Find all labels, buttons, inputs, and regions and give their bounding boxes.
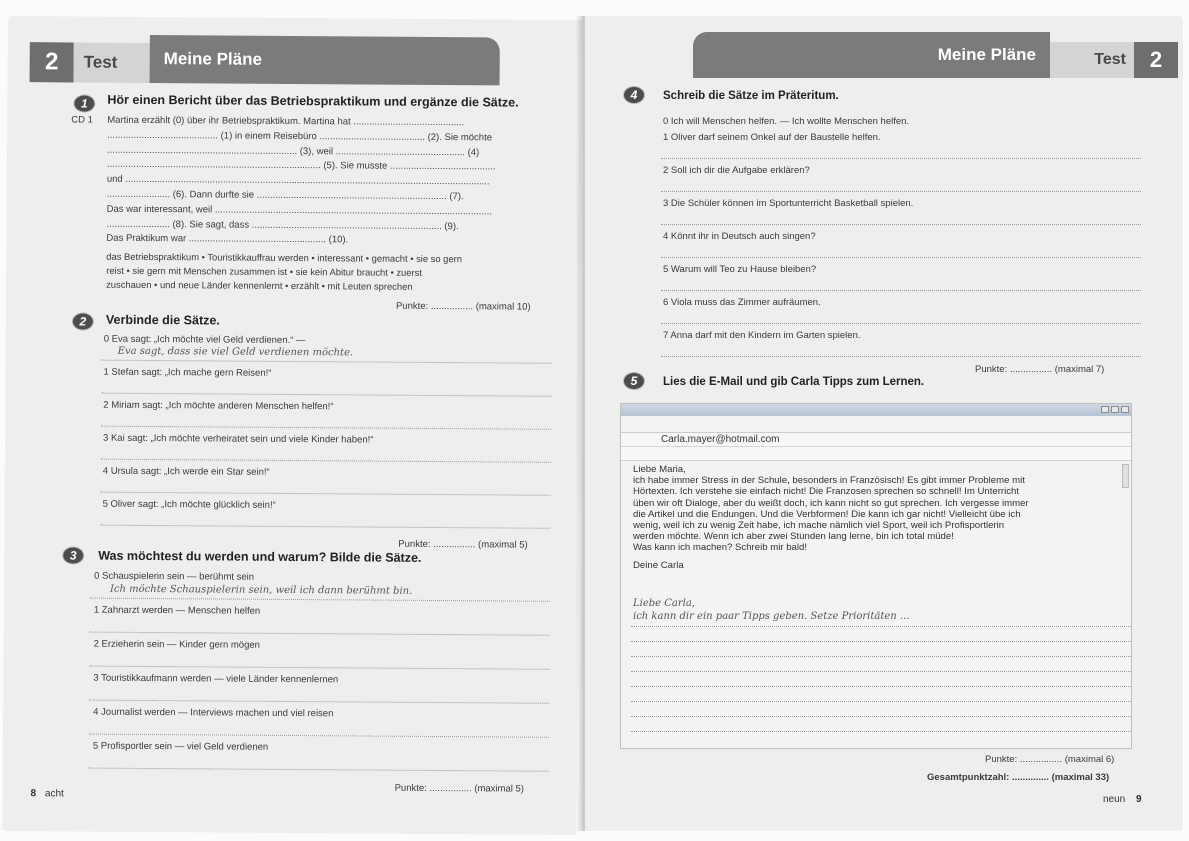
- task-4-item: 0 Ich will Menschen helfen. — Ich wollte Menschen helfen.: [663, 116, 910, 127]
- page-word-acht: acht: [44, 788, 64, 800]
- answer-line: [102, 360, 552, 364]
- task-2-title: Verbinde die Sätze.: [105, 312, 220, 328]
- email-toolbar: [621, 424, 1131, 433]
- email-body-line: die Artikel und die Endungen. Und die Verbformen! Die kann ich gar nicht! Vielleicht übe ich: [633, 508, 1021, 520]
- task-3-question: 4 Journalist werden — Interviews machen und viel reisen: [93, 706, 334, 720]
- email-body-line: werden möchte. Wenn ich aber zwei Stunden lang lerne, bin ich total müde!: [633, 531, 954, 543]
- word-bank-line: reist • sie gern mit Menschen zusammen ist • sie kein Abitur braucht • zuerst: [106, 264, 422, 278]
- task-1-line: Das Praktikum war .................................................... (10).: [106, 233, 349, 246]
- task-4-points: Punkte: ................ (maximal 7): [975, 364, 1105, 375]
- test-label: Test: [74, 42, 150, 83]
- task-4-title: Schreib die Sätze im Präteritum.: [663, 90, 839, 102]
- task-4-badge: 4: [623, 86, 645, 104]
- answer-line: [631, 686, 1131, 687]
- answer-line: [661, 323, 1141, 324]
- email-subject-row: [621, 447, 1131, 461]
- answer-line: [101, 492, 551, 496]
- answer-line: [89, 768, 549, 772]
- task-1-title: Hör einen Bericht über das Betriebspraktikum und ergänze die Sätze.: [107, 92, 519, 110]
- answer-line: [631, 626, 1131, 627]
- total-points-label: Gesamtpunktzahl:: [927, 772, 1010, 783]
- task-3-question: 0 Schauspielerin sein — berühmt sein: [94, 570, 255, 583]
- answer-line: [661, 356, 1141, 357]
- total-points: [927, 772, 1109, 783]
- chapter-number: 2: [30, 42, 74, 82]
- chapter-title-right: Meine Pläne: [693, 32, 1050, 78]
- task-3-badge: 3: [62, 546, 84, 564]
- page-word-neun: neun: [1103, 794, 1126, 805]
- task-2-question: 1 Stefan sagt: „Ich mache gern Reisen!“: [103, 366, 272, 379]
- answer-line: [90, 632, 550, 636]
- answer-line: [631, 671, 1131, 672]
- answer-line: [661, 257, 1141, 258]
- task-3-title: Was möchtest du werden und warum? Bilde die Sätze.: [98, 548, 422, 565]
- task-1-line: .......................................... (1) in einem Reisebüro ........................................ (2). Sie möchte: [107, 129, 493, 144]
- task-2-question: 5 Oliver sagt: „Ich möchte glücklich sein!“: [102, 498, 276, 511]
- total-points-value: .............. (maximal 33): [1012, 772, 1110, 783]
- answer-line: [89, 700, 549, 704]
- task-1-line: und ..........................................................................................................................................: [106, 173, 490, 188]
- task-4-item: 7 Anna darf mit den Kindern im Garten spielen.: [663, 330, 861, 341]
- email-body-line: wenig, weil ich zu wenig Zeit habe, ich mache nämlich viel Sport, weil ich Profisportlerin: [633, 520, 1005, 532]
- email-body-line: ich habe immer Stress in der Schule, besonders in Französisch! Es gibt immer Probleme mit: [633, 475, 1025, 487]
- answer-line: [90, 598, 550, 602]
- email-body: [633, 464, 1118, 571]
- page-number-9: 9: [1136, 794, 1142, 805]
- left-page: [2, 16, 582, 835]
- task-2-question: 0 Eva sagt: „Ich möchte viel Geld verdienen.“ —: [103, 333, 306, 347]
- task-5-badge: 5: [623, 372, 645, 390]
- task-2-question: 2 Miriam sagt: „Ich möchte anderen Menschen helfen!“: [103, 399, 334, 413]
- email-to-row: [621, 433, 1131, 447]
- task-3-points: Punkte: ................ (maximal 5): [394, 782, 524, 795]
- answer-line: [661, 290, 1141, 291]
- task-4-item: 4 Könnt ihr in Deutsch auch singen?: [663, 231, 816, 242]
- answer-line: [101, 426, 551, 430]
- answer-line: [631, 641, 1131, 642]
- email-to-field[interactable]: Carla.mayer@hotmail.com: [661, 434, 780, 445]
- answer-line: [631, 731, 1131, 732]
- word-bank-line: zuschauen • und neue Länder kennenlernt • erzählt • mit Leuten sprechen: [106, 278, 413, 292]
- task-1-line: ........................................................................ (3), weil ................................................. (4): [107, 144, 480, 158]
- task-3-question: 1 Zahnarzt werden — Menschen helfen: [93, 604, 261, 617]
- chapter-number-right: 2: [1134, 42, 1178, 78]
- task-2-badge: 2: [72, 312, 94, 330]
- email-window: [620, 403, 1132, 749]
- page-number-8: 8: [30, 788, 37, 800]
- task-1-badge: 1: [73, 94, 95, 112]
- minimize-icon[interactable]: [1101, 406, 1109, 413]
- task-1-line: Das war interessant, weil .........................................................................................................: [106, 203, 493, 218]
- answer-line: [631, 656, 1131, 657]
- task-5-title: Lies die E-Mail und gib Carla Tipps zum Lernen.: [663, 376, 925, 388]
- task-3-question: 3 Touristikkaufmann werden — viele Länder kennenlernen: [93, 672, 339, 686]
- email-body-line: Liebe Maria,: [633, 464, 686, 475]
- task-1-points: Punkte: ................ (maximal 10): [395, 300, 531, 313]
- close-icon[interactable]: [1121, 406, 1129, 413]
- task-3-answer: Ich möchte Schauspielerin sein, weil ich dann berühmt bin.: [109, 583, 413, 597]
- answer-line: [89, 734, 549, 738]
- test-label-right: Test: [1050, 42, 1134, 78]
- task-2-points: Punkte: ................ (maximal 5): [398, 538, 528, 551]
- right-page: [585, 16, 1183, 831]
- answer-line: [631, 701, 1131, 702]
- task-5-answer-line: Liebe Carla,: [633, 598, 695, 609]
- task-1-line: Martina erzählt (0) über ihr Betriebspraktikum. Martina hat ..........................................: [107, 114, 465, 129]
- answer-line: [661, 224, 1141, 225]
- maximize-icon[interactable]: [1111, 406, 1119, 413]
- email-scrollbar[interactable]: [1122, 464, 1129, 488]
- task-4-item: 2 Soll ich dir die Aufgabe erklären?: [663, 165, 810, 176]
- right-footer: [1103, 794, 1142, 805]
- answer-line: [89, 666, 549, 670]
- task-3-question: 2 Erzieherin sein — Kinder gern mögen: [93, 638, 260, 651]
- email-titlebar: [621, 404, 1131, 416]
- email-menubar: [621, 416, 1131, 424]
- chapter-title: Meine Pläne: [150, 35, 500, 85]
- email-body-line: Hörtexten. Ich verstehe sie einfach nicht! Die Franzosen sprechen so schnell! Im Unterricht: [633, 486, 1020, 498]
- answer-line: [100, 525, 550, 529]
- task-4-item: 1 Oliver darf seinem Onkel auf der Baustelle helfen.: [663, 132, 881, 143]
- task-4-item: 5 Warum will Teo zu Hause bleiben?: [663, 264, 817, 275]
- email-body-line: Deine Carla: [633, 559, 684, 571]
- left-footer: [31, 788, 64, 799]
- task-3-question: 5 Profisportler sein — viel Geld verdienen: [92, 740, 269, 753]
- answer-line: [101, 459, 551, 463]
- task-5-points: Punkte: ................ (maximal 6): [985, 754, 1115, 765]
- task-1-line: ........................ (8). Sie sagt, dass ........................................................................ (9).: [106, 218, 459, 232]
- task-2-answer: Eva sagt, dass sie viel Geld verdienen möchte.: [117, 345, 354, 359]
- answer-line: [101, 393, 551, 397]
- cd-label: CD 1: [71, 114, 93, 126]
- word-bank-line: das Betriebspraktikum • Touristikkauffrau werden • interessant • gemacht • sie so gern: [106, 250, 463, 265]
- answer-line: [661, 158, 1141, 159]
- task-1-line: ................................................................................. (5). Sie musste ........................................: [106, 159, 496, 173]
- task-5-answer-line: ich kann dir ein paar Tipps geben. Setze Prioritäten ...: [633, 611, 910, 622]
- answer-line: [631, 716, 1131, 717]
- task-1-line: ........................ (6). Dann durfte sie ........................................................................ (7).: [106, 188, 464, 203]
- answer-line: [661, 191, 1141, 192]
- email-body-line: Was kann ich machen? Schreib mir bald!: [633, 542, 808, 554]
- task-4-item: 3 Die Schüler können im Sportunterricht Basketball spielen.: [663, 198, 914, 209]
- email-body-line: üben wir oft Dialoge, aber du weißt doch, ich kann nicht so gut sprechen. Ich vergesse immer: [633, 497, 1029, 509]
- task-2-question: 4 Ursula sagt: „Ich werde ein Star sein!“: [102, 465, 270, 478]
- task-4-item: 6 Viola muss das Zimmer aufräumen.: [663, 297, 821, 308]
- task-2-question: 3 Kai sagt: „Ich möchte verheiratet sein und viele Kinder haben!“: [103, 432, 374, 446]
